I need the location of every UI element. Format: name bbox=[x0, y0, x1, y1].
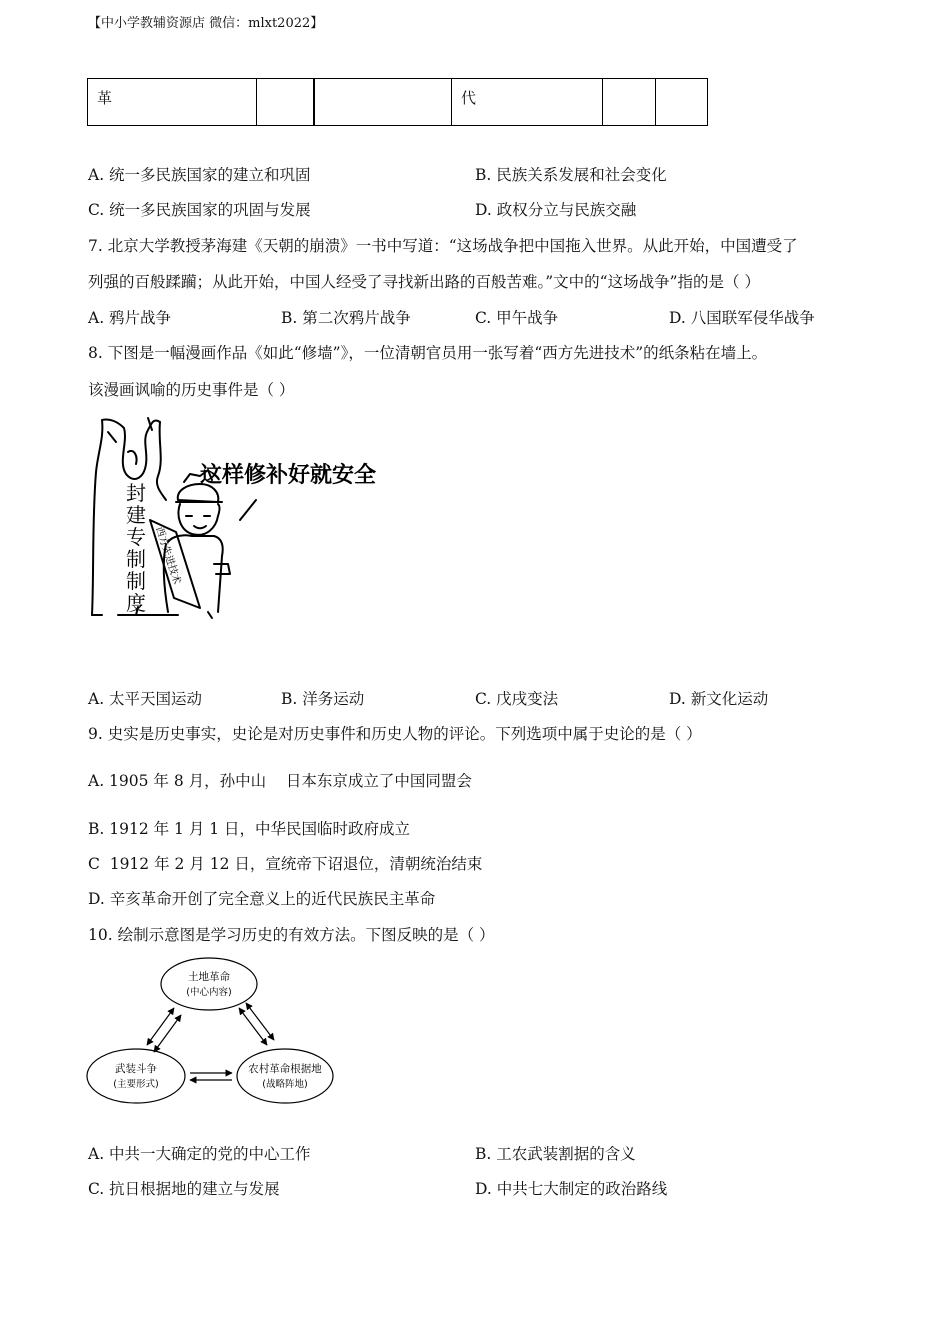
cartoon-wall-char: 专 bbox=[126, 525, 146, 549]
q7-option-b: B. 第二次鸦片战争 bbox=[281, 309, 411, 327]
diagram-left-sub: (主要形式) bbox=[113, 1079, 159, 1090]
page-header: 【中小学教辅资源店 微信：mlxt2022】 bbox=[88, 16, 324, 31]
diagram-node-top bbox=[161, 958, 257, 1010]
cartoon-wall-char: 度 bbox=[126, 591, 146, 615]
diagram-top-sub: (中心内容) bbox=[186, 987, 232, 998]
q8-option-a: A. 太平天国运动 bbox=[88, 690, 203, 708]
cartoon-wall-char: 制 bbox=[126, 569, 146, 593]
q7-stem-line1: 7. 北京大学教授茅海建《天朝的崩溃》一书中写道：“这场战争把中国拖入世界。从此开始，中国遭受了 bbox=[88, 237, 798, 255]
q10-option-d: D. 中共七大制定的政治路线 bbox=[475, 1180, 668, 1198]
q8-option-d: D. 新文化运动 bbox=[669, 690, 769, 708]
diagram-arrow bbox=[246, 1003, 274, 1040]
diagram-arrow bbox=[147, 1008, 174, 1045]
diagram-right-sub: (战略阵地) bbox=[262, 1079, 308, 1090]
q9-option-a: A. 1905 年 8 月，孙中山 日本东京成立了中国同盟会 bbox=[88, 772, 472, 790]
q10-stem: 10. 绘制示意图是学习历史的有效方法。下图反映的是（ ） bbox=[88, 926, 495, 944]
diagram-left-title: 武装斗争 bbox=[115, 1063, 157, 1075]
diagram-right-title: 农村革命根据地 bbox=[248, 1063, 322, 1075]
q7-stem-line2: 列强的百般蹂躏；从此开始，中国人经受了寻找新出路的百般苦难。”文中的“这场战争”指的是（ ） bbox=[88, 273, 760, 291]
q8-option-c: C. 戊戌变法 bbox=[475, 690, 559, 708]
q7-option-c: C. 甲午战争 bbox=[475, 309, 559, 327]
q10-option-c: C. 抗日根据地的建立与发展 bbox=[88, 1180, 280, 1198]
diagram-node-left bbox=[87, 1049, 185, 1103]
q8-stem-line2: 该漫画讽喻的历史事件是（ ） bbox=[88, 381, 295, 399]
table-fragment bbox=[87, 78, 708, 126]
table-cell bbox=[314, 79, 452, 126]
q7-option-a: A. 鸦片战争 bbox=[88, 309, 172, 327]
q9-option-d: D. 辛亥革命开创了完全意义上的近代民族民主革命 bbox=[88, 890, 436, 908]
q9-option-c: C 1912 年 2 月 12 日，宣统帝下诏退位，清朝统治结束 bbox=[88, 855, 483, 873]
q8-option-b: B. 洋务运动 bbox=[281, 690, 365, 708]
q6-option-b: B. 民族关系发展和社会变化 bbox=[475, 166, 667, 184]
diagram-node-right bbox=[237, 1049, 333, 1103]
diagram-arrow bbox=[154, 1015, 181, 1052]
diagram-top-title: 土地革命 bbox=[188, 971, 230, 983]
q8-stem-line1: 8. 下图是一幅漫画作品《如此“修墙”》，一位清朝官员用一张写着“西方先进技术”的纸条粘在墙上。 bbox=[88, 344, 768, 362]
cartoon-speech: 这样修补好就安全 bbox=[200, 463, 377, 488]
diagram-image bbox=[86, 955, 338, 1107]
table-cell: 代 bbox=[452, 79, 603, 126]
cartoon-image bbox=[88, 412, 378, 622]
table-cell bbox=[656, 79, 708, 126]
cartoon-wall-char: 封 bbox=[126, 481, 146, 505]
cartoon-wall-char: 建 bbox=[126, 503, 146, 527]
q6-option-c: C. 统一多民族国家的巩固与发展 bbox=[88, 201, 311, 219]
q6-option-d: D. 政权分立与民族交融 bbox=[475, 201, 637, 219]
q9-option-b: B. 1912 年 1 月 1 日，中华民国临时政府成立 bbox=[88, 820, 411, 838]
q7-option-d: D. 八国联军侵华战争 bbox=[669, 309, 815, 327]
q9-stem: 9. 史实是历史事实，史论是对历史事件和历史人物的评论。下列选项中属于史论的是（ ） bbox=[88, 725, 702, 743]
table-cell bbox=[603, 79, 656, 126]
diagram-arrow bbox=[239, 1008, 267, 1045]
q10-option-b: B. 工农武装割据的含义 bbox=[475, 1145, 636, 1163]
table-cell bbox=[257, 79, 315, 126]
cartoon-wall-char: 制 bbox=[126, 547, 146, 571]
cartoon-paper-text: 西方先进技术 bbox=[153, 525, 183, 586]
table-cell: 革 bbox=[88, 79, 257, 126]
q10-option-a: A. 中共一大确定的党的中心工作 bbox=[88, 1145, 311, 1163]
q6-option-a: A. 统一多民族国家的建立和巩固 bbox=[88, 166, 311, 184]
